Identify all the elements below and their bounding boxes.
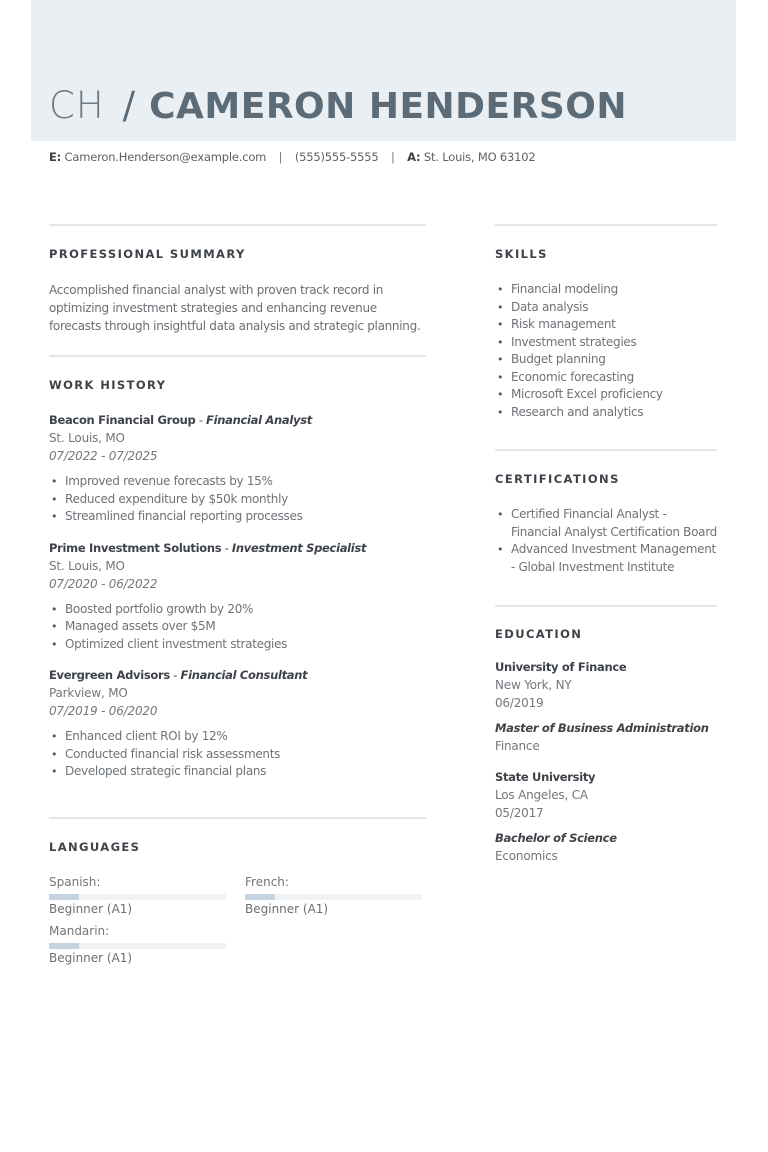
page-title [49,84,627,129]
section-skills [495,226,717,421]
section-education [495,607,717,865]
address-label: A: [407,150,421,164]
language-level: Beginner (A1) [49,901,133,916]
school-location: New York, NY [495,678,572,692]
company: Evergreen Advisors [49,668,170,682]
list-item: • Improved revenue forecasts by 15% [49,473,426,491]
email[interactable]: Cameron.Henderson@example.com [64,150,267,164]
languages-grid [49,874,426,966]
language-name: French: [245,874,289,889]
job-role: Investment Specialist [231,540,367,555]
job-heading [49,667,426,684]
education-entry [495,659,717,755]
phone[interactable]: (555)555-5555 [294,150,379,164]
language-name: Spanish: [49,874,101,889]
section-title: LANGUAGES [49,839,141,854]
company: Beacon Financial Group [49,413,196,427]
proficiency-fill [49,943,79,949]
field-of-study: Finance [495,739,540,753]
dash: - [221,540,232,555]
job-entry [49,412,426,526]
language-level: Beginner (A1) [49,950,133,965]
job-location: St. Louis, MO [49,431,125,445]
job-heading [49,412,426,429]
section-summary [49,226,426,335]
job-bullets [49,473,426,526]
section-title: WORK HISTORY [49,378,167,392]
job-location: St. Louis, MO [49,558,125,573]
school-location: Los Angeles, CA [495,788,588,802]
language-item [49,923,226,966]
list-item: • Research and analytics [495,404,717,422]
graduation-date: 05/2017 [495,806,544,820]
proficiency-bar [245,894,422,900]
job-entry [49,667,426,781]
proficiency-fill [49,894,79,900]
summary-text: Accomplished financial analyst with proven track record in optimizing investment strategies and enhancing revenue forecasts through insightful data analysis and strategic planning. [49,283,421,333]
section-title: SKILLS [495,247,548,261]
address: St. Louis, MO 63102 [423,150,536,164]
company: Prime Investment Solutions [49,540,222,555]
email-label: E: [49,150,62,164]
dash: - [169,668,181,682]
school-name: State University [495,770,596,784]
job-entry [49,540,426,654]
section-title: CERTIFICATIONS [495,472,620,486]
section-languages [49,819,426,966]
list-item: • Reduced expenditure by $50k monthly [49,491,426,509]
school-name: University of Finance [495,660,627,674]
name-slash: / [122,84,136,127]
list-item: • Financial modeling [495,281,717,299]
list-item: • Microsoft Excel proficiency [495,386,717,404]
job-dates: 07/2020 - 06/2022 [49,576,158,591]
list-item: • Streamlined financial reporting processes [49,508,426,526]
list-item: • Risk management [495,316,717,334]
job-location: Parkview, MO [49,686,128,700]
right-column [495,224,717,865]
list-item: • Enhanced client ROI by 12% [49,728,426,746]
certifications-list [495,506,717,576]
list-item: • Managed assets over $5M [49,618,426,636]
separator: | [278,150,283,164]
language-item [49,874,226,917]
list-item: • Budget planning [495,351,717,369]
name-initials: CH [49,84,105,127]
section-certifications [495,451,717,576]
list-item: • Boosted portfolio growth by 20% [49,601,426,619]
skills-list [495,281,717,421]
job-bullets [49,601,426,654]
contact-line [49,150,535,164]
dash: - [195,413,207,427]
degree: Master of Business Administration [495,721,709,735]
proficiency-fill [245,894,275,900]
job-role: Financial Analyst [206,413,312,427]
list-item: • Developed strategic financial plans [49,763,426,781]
language-name: Mandarin: [49,923,110,938]
education-entry [495,769,717,865]
list-item: • Economic forecasting [495,369,717,387]
section-work-history [49,357,426,781]
list-item: • Conducted financial risk assessments [49,746,426,764]
language-item [245,874,422,917]
list-item: • Advanced Investment Management - Global Investment Institute [495,541,717,576]
proficiency-bar [49,943,226,949]
list-item: • Investment strategies [495,334,717,352]
list-item: • Optimized client investment strategies [49,636,426,654]
section-title: PROFESSIONAL SUMMARY [49,247,246,261]
degree: Bachelor of Science [495,831,617,845]
list-item: • Certified Financial Analyst - Financial Analyst Certification Board [495,506,717,541]
field-of-study: Economics [495,849,558,863]
separator: | [390,150,395,164]
proficiency-bar [49,894,226,900]
job-dates: 07/2022 - 07/2025 [49,449,158,463]
graduation-date: 06/2019 [495,696,544,710]
language-level: Beginner (A1) [245,901,329,916]
job-bullets [49,728,426,781]
job-dates: 07/2019 - 06/2020 [49,704,158,718]
full-name: CAMERON HENDERSON [149,86,628,127]
job-heading [49,540,426,557]
list-item: • Data analysis [495,299,717,317]
section-title: EDUCATION [495,627,583,641]
job-role: Financial Consultant [180,668,308,682]
left-column [49,224,426,966]
